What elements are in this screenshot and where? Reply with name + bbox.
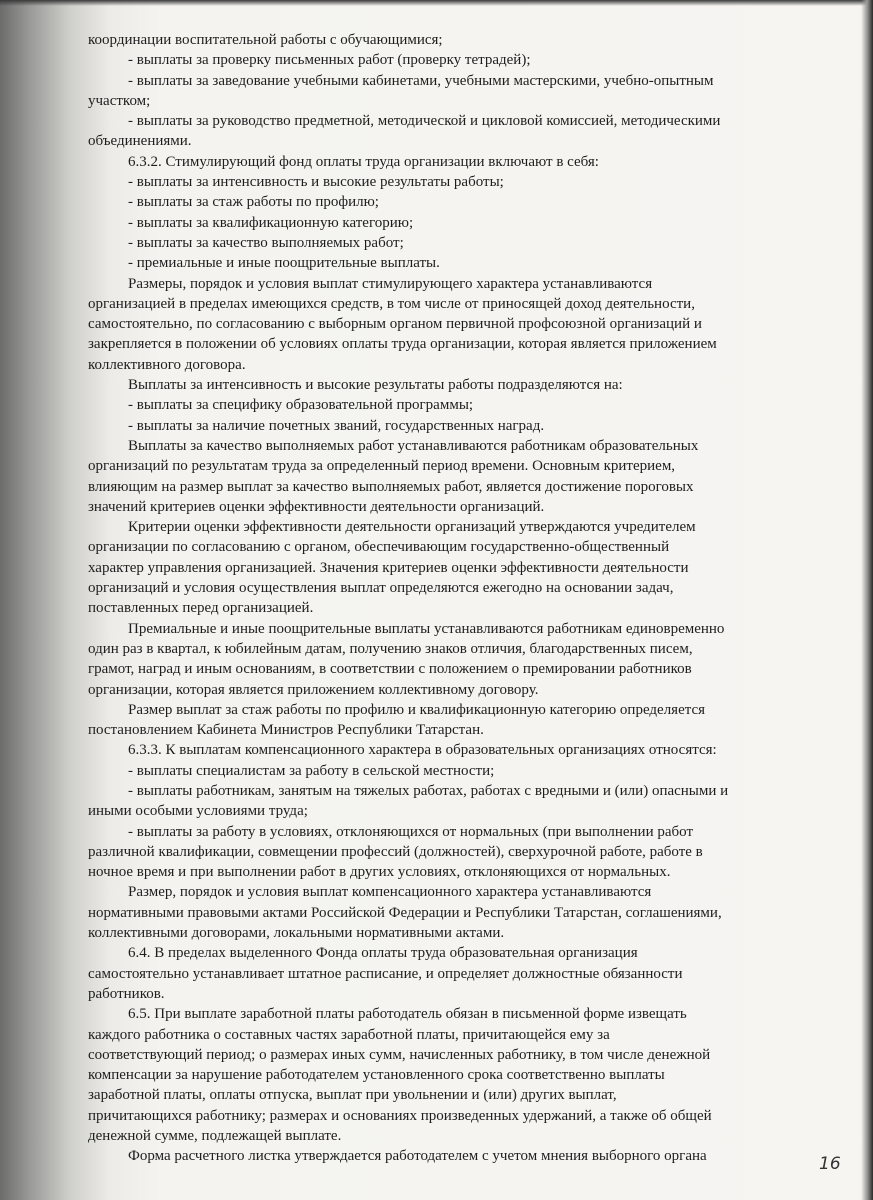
text-line: компенсации за нарушение работодателем установленного срока соответственно выплаты — [88, 1067, 665, 1084]
text-line: закрепляется в положении об условиях оплаты труда организации, которая является приложением — [88, 336, 717, 353]
text-line: - выплаты за проверку письменных работ (проверку тетрадей); — [128, 52, 531, 69]
text-line: коллективными договорами, локальными нормативными актами. — [88, 925, 505, 942]
text-line: значений критериев оценки эффективности деятельности организаций. — [88, 498, 545, 515]
text-line: координации воспитательной работы с обучающимися; — [88, 32, 443, 48]
text-line: постановлением Кабинета Министров Республики Татарстан. — [88, 722, 484, 739]
text-line: 6.3.2. Стимулирующий фонд оплаты труда организации включают в себя: — [128, 153, 599, 170]
text-line: Размеры, порядок и условия выплат стимулирующего характера устанавливаются — [128, 275, 653, 292]
text-line: нормативными правовыми актами Российской Федерации и Республики Татарстан, соглашениями, — [88, 904, 722, 921]
text-line: коллективного договора. — [88, 356, 246, 373]
text-line: ночное время и при выполнении работ в других условиях, отклоняющихся от нормальных. — [88, 864, 671, 881]
text-line: - выплаты работникам, занятым на тяжелых работах, работах с вредными и (или) опасными и — [128, 782, 729, 799]
text-line: характер управления организацией. Значения критериев оценки эффективности деятельности — [88, 559, 689, 576]
text-line: самостоятельно устанавливает штатное расписание, и определяет должностные обязанности — [88, 965, 683, 982]
text-line: организации, которая является приложением коллективному договору. — [88, 681, 539, 698]
text-line: организацией в пределах имеющихся средств, в том числе от приносящей доход деятельности, — [88, 295, 695, 312]
text-line: - выплаты за стаж работы по профилю; — [128, 194, 379, 211]
text-line: Выплаты за интенсивность и высокие результаты работы подразделяются на: — [128, 377, 623, 394]
text-line: грамот, наград и иным основаниям, в соответствии с положением о премировании работников — [88, 661, 692, 678]
scan-top-edge — [0, 0, 873, 6]
text-line: - выплаты за руководство предметной, методической и цикловой комиссией, методическими — [128, 113, 721, 130]
text-line: объединениями. — [88, 133, 192, 150]
text-line: организации по согласованию с органом, обеспечивающим государственно-общественный — [88, 539, 670, 556]
page-number: 16 — [819, 1154, 841, 1174]
text-line: - выплаты специалистам за работу в сельской местности; — [128, 762, 495, 779]
text-line: организаций и условия осуществления выплат определяются ежегодно на основании задач, — [88, 580, 674, 597]
text-line: организаций по результатам труда за определенный период времени. Основным критерием, — [88, 458, 676, 475]
text-line: - выплаты за специфику образовательной программы; — [128, 397, 474, 414]
text-line: один раз в квартал, к юбилейным датам, получению знаков отличия, благодарственных писем, — [88, 640, 693, 657]
text-line: - премиальные и иные поощрительные выплаты. — [128, 255, 440, 272]
text-line: 6.3.3. К выплатам компенсационного характера в образовательных организациях относятся: — [128, 742, 717, 759]
text-line: денежной сумме, подлежащей выплате. — [88, 1128, 342, 1145]
text-line: - выплаты за интенсивность и высокие результаты работы; — [128, 174, 504, 191]
text-line: Размер, порядок и условия выплат компенсационного характера устанавливаются — [128, 884, 652, 901]
text-line: Премиальные и иные поощрительные выплаты устанавливаются работникам единовременно — [128, 620, 725, 637]
text-line: иными особыми условиями труда; — [88, 803, 308, 820]
text-line: работников. — [88, 985, 165, 1002]
text-line: Размер выплат за стаж работы по профилю и квалификационную категорию определяется — [128, 701, 706, 718]
text-line: - выплаты за заведование учебными кабинетами, учебными мастерскими, учебно-опытным — [128, 72, 714, 89]
scan-right-edge — [861, 0, 873, 1200]
text-line: соответствующий период; о размерах иных сумм, начисленных работнику, в том числе денежной — [88, 1046, 711, 1063]
text-line: влияющим на размер выплат за качество выполняемых работ, является достижение пороговых — [88, 478, 694, 495]
text-line: - выплаты за работу в условиях, отклоняющихся от нормальных (при выполнении работ — [128, 823, 694, 840]
text-line: - выплаты за квалификационную категорию; — [128, 214, 414, 231]
document-body — [88, 30, 814, 1167]
text-line: - выплаты за наличие почетных званий, государственных наград. — [128, 417, 545, 434]
text-line: самостоятельно, по согласованию с выборным органом первичной профсоюзной организаций и — [88, 316, 702, 333]
text-line: участком; — [88, 92, 151, 109]
text-line: 6.5. При выплате заработной платы работодатель обязан в письменной форме извещать — [128, 1006, 687, 1023]
text-line: Выплаты за качество выполняемых работ устанавливаются работникам образовательных — [128, 437, 699, 454]
text-line: поставленных перед организацией. — [88, 600, 314, 617]
text-line: причитающихся работнику; размерах и основаниях произведенных удержаний, а также об общей — [88, 1107, 712, 1124]
text-line: - выплаты за качество выполняемых работ; — [128, 234, 404, 251]
text-line: различной квалификации, совмещении профессий (должностей), сверхурочной работе, работе в — [88, 843, 703, 860]
text-line: каждого работника о составных частях заработной платы, причитающейся ему за — [88, 1026, 610, 1043]
text-line: заработной платы, оплаты отпуска, выплат при увольнении и (или) других выплат, — [88, 1087, 617, 1104]
text-line: 6.4. В пределах выделенного Фонда оплаты труда образовательная организация — [128, 945, 638, 962]
text-line: Критерии оценки эффективности деятельности организаций утверждаются учредителем — [128, 519, 696, 536]
text-line: Форма расчетного листка утверждается работодателем с учетом мнения выборного органа — [128, 1148, 707, 1165]
